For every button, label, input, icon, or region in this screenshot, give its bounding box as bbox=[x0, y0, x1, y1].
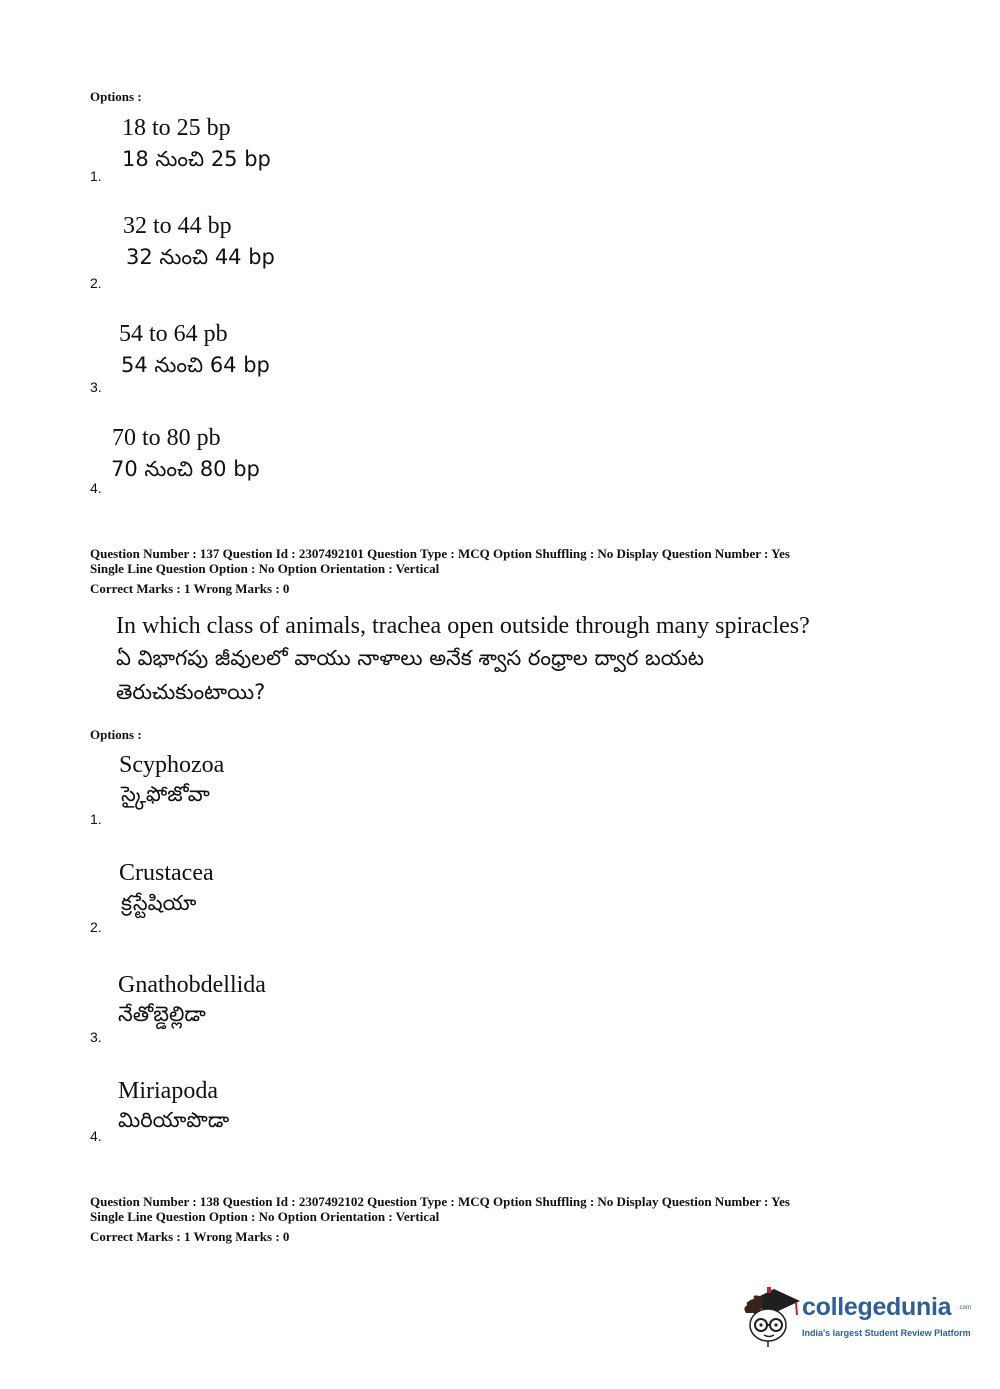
question-meta: Question Number : 138 Question Id : 2307492102 Question Type : MCQ Option Shuffling : No Display Question Number : Yes bbox=[90, 1194, 790, 1209]
option-number: 4. bbox=[90, 1128, 102, 1144]
option-text-te: క్రస్టేషియా bbox=[121, 891, 197, 915]
brand-name: collegedunia bbox=[802, 1293, 952, 1321]
option-text-te: 54 నుంచి 64 bp bbox=[121, 353, 270, 377]
option-number: 1. bbox=[90, 168, 102, 184]
option-text-te: స్కైఫోజోవా bbox=[121, 782, 210, 806]
brand-domain: .com bbox=[958, 1305, 972, 1311]
question-meta-line2: Single Line Question Option : No Option Orientation : Vertical bbox=[90, 1209, 440, 1224]
option-text-te: మిరియాపొడా bbox=[118, 1108, 230, 1132]
option-text-en: Crustacea bbox=[119, 860, 214, 886]
question-text-te: ఏ విభాగపు జీవులలో వాయు నాళాలు అనేక శ్వాస రంధ్రాల ద్వార బయట bbox=[116, 646, 704, 670]
option-text-en: Scyphozoa bbox=[119, 752, 225, 778]
question-marks: Correct Marks : 1 Wrong Marks : 0 bbox=[90, 1229, 290, 1244]
option-number: 3. bbox=[90, 379, 102, 395]
question-meta-line2: Single Line Question Option : No Option Orientation : Vertical bbox=[90, 561, 440, 576]
question-text-te-line2: తెరుచుకుంటాయి? bbox=[116, 680, 266, 704]
option-number: 2. bbox=[90, 275, 102, 291]
option-text-te: 70 నుంచి 80 bp bbox=[111, 457, 260, 481]
option-text-en: 32 to 44 bp bbox=[123, 213, 232, 239]
option-text-te: 32 నుంచి 44 bp bbox=[126, 245, 275, 269]
option-number: 1. bbox=[90, 811, 102, 827]
question-text-en: In which class of animals, trachea open outside through many spiracles? bbox=[116, 613, 810, 639]
options-label: Options : bbox=[90, 727, 142, 742]
option-number: 4. bbox=[90, 480, 102, 496]
option-text-te: 18 నుంచి 25 bp bbox=[122, 147, 271, 171]
question-marks: Correct Marks : 1 Wrong Marks : 0 bbox=[90, 581, 290, 596]
option-text-en: 54 to 64 pb bbox=[119, 321, 228, 347]
options-label: Options : bbox=[90, 89, 142, 104]
option-number: 2. bbox=[90, 919, 102, 935]
option-text-en: 18 to 25 bp bbox=[122, 115, 231, 141]
option-number: 3. bbox=[90, 1029, 102, 1045]
option-text-en: Gnathobdellida bbox=[118, 972, 266, 998]
option-text-en: Miriapoda bbox=[118, 1078, 218, 1104]
brand-tagline: India's largest Student Review Platform bbox=[802, 1328, 971, 1338]
mascot-icon bbox=[740, 1283, 802, 1349]
collegedunia-logo bbox=[740, 1283, 970, 1349]
option-text-en: 70 to 80 pb bbox=[112, 425, 221, 451]
question-meta: Question Number : 137 Question Id : 2307492101 Question Type : MCQ Option Shuffling : No Display Question Number : Yes bbox=[90, 546, 790, 561]
option-text-te: నేతోబ్డెల్లిడా bbox=[118, 1002, 206, 1026]
